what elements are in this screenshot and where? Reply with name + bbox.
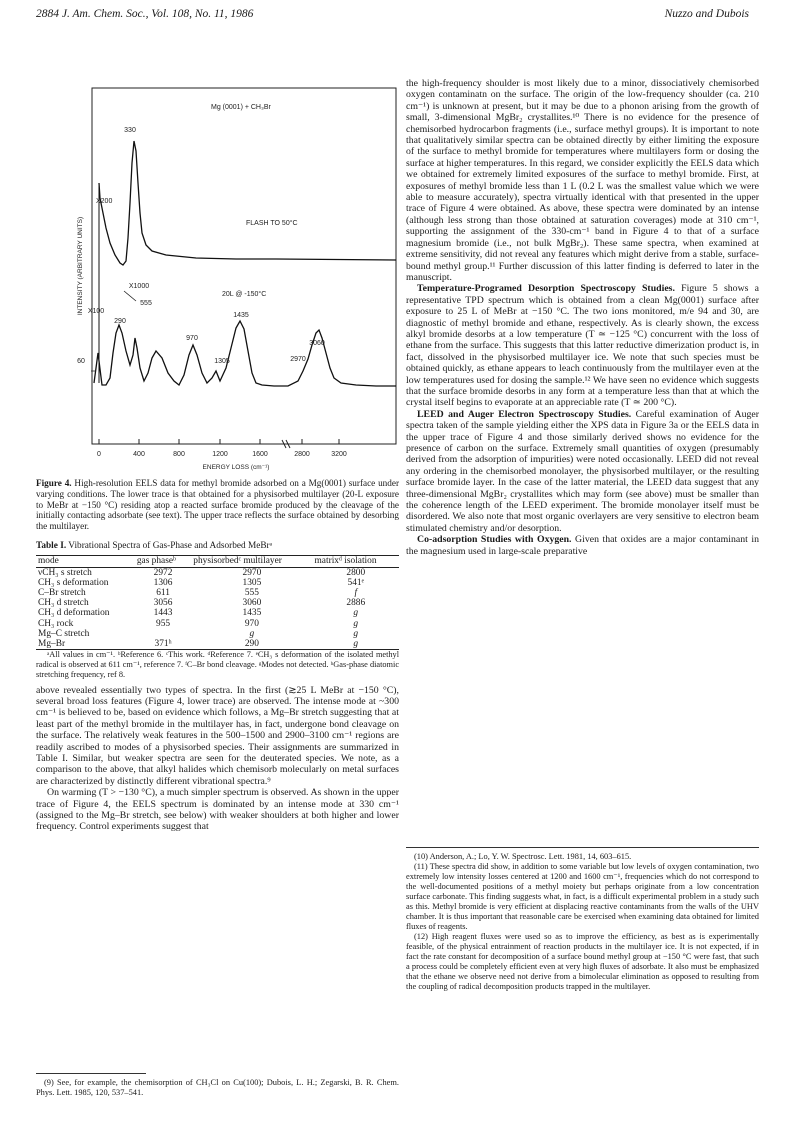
x-tick-label: 400 [133,451,145,458]
eels-spectrum-plot [36,33,399,478]
table-row: Mg–C stretch g g [38,628,359,639]
peak-label-1435: 1435 [233,312,249,319]
x-tick-label: 2800 [294,451,310,458]
paragraph: LEED and Auger Electron Spectroscopy Studies. Careful examination of Auger spectra taken of the sample yielding either the XPS data in Figure 3a or the EELS data in the upper trace of Figure 4 and those similarly derived shows no evidence for the presence of carbon on the surface. Extremely small quantities of oxygen (presumably derived from the adsorption of impurities) were noted occasionally. LEED did not reveal any ordering in the chemisorbed monolayer, the physisorbed multilayer, or the resulting surface bromide layer. In the case of the latter material, the LEED data suggest that any three-dimensional MgBr₂ crystallites which may form (see above) must be smaller than the coherence length of the LEED experiment. The bromide monolayer itself must be disordered. We also note that most organic overlayers are very sensitive to electron beam stimulated chemistry and/or desorption. [406,408,759,534]
lower-multiplier-1000: X1000 [128,283,150,290]
section-heading: LEED and Auger Electron Spectroscopy Studies. [417,408,632,420]
peak-label-60: 60 [77,358,85,365]
footnote-11: (11) These spectra did show, in addition to some variable but low levels of oxygen contamination, two extremely low intensity losses centered at 1200 and 1600 cm⁻¹, frequencies which do not correspond to the well-documented positions of a methyl moiety but perhaps originate from a low concentration surface carbonate. This finding suggests what, in fact, is a difficult experimental problem in a study such as this. Methyl bromide is very efficient at displacing reactive contaminants from the walls of the UHV chamber. It is thus important that reasonable care be exercised when examining data obtained for limited fluxes of reagents. [406,862,759,931]
figure-title: Mg (0001) + CH₃Br [211,104,271,111]
table-footnotes: ᵃAll values in cm⁻¹. ᵇReference 6. ᶜThis work. ᵈReference 7. ᵉCH₃ s deformation of the isolated methyl radical is observed at 611 cm⁻¹, reference 7. ᶠC–Br bond cleavage. ᵍModes not detected. ʰGas-phase diatomic stretching frequency, ref 8. [36,650,399,679]
footnote-9: (9) See, for example, the chemisorption of CH₃Cl on Cu(100); Dubois, L. H.; Zegarski, B. R. Chem. Phys. Lett. 1985, 120, 537–541. [36,1078,399,1097]
table-row: Mg–Br 371ʰ 290 g [36,639,399,650]
col-header: matrixᵈ isolation [313,556,399,567]
header-authors: Nuzzo and Dubois [664,8,749,20]
lower-multiplier-100: X100 [87,308,105,315]
right-footnotes [406,852,759,992]
peak-label-970: 970 [186,335,198,342]
x-tick-label: 0 [97,451,101,458]
x-tick-label: 3200 [331,451,347,458]
section-heading: Co-adsorption Studies with Oxygen. [417,534,572,546]
plot-frame [92,88,396,444]
table-row: νCH₃ s stretch 2972 2970 2800 [38,567,366,578]
peak-label-2970: 2970 [290,356,306,363]
right-column [406,78,759,557]
x-ticks [99,439,339,444]
peak-label-3060: 3060 [309,340,325,347]
peak-label-330: 330 [124,127,136,134]
paragraph: above revealed essentially two types of spectra. In the first (≳25 L MeBr at −150 °C), several broad loss features (Figure 4, lower trace) are observed. The intense mode at ~300 cm⁻¹ is believed to be, based on evidence which follows, a Mg–Br stretch suggesting that at least part of the methyl bromide in the multilayer has, in fact, undergone bond cleavage on the surface. The relatively weak features in the 500–1500 and 2900–3100 cm⁻¹ regions are readily ascribed to modes of a physisorbed species. Their assignments are summarized in Table I. Similar, but weaker spectra are seen for the deuterated species. We note, as a comparison to the above, that alkyl halides which chemisorb molecularly on metal surfaces are characterized by distinctly different vibrational spectra.⁹ [36,684,399,787]
table-row: CH₃ s deformation 1306 1305 541ᵉ [38,577,364,588]
peak-label-555: 555 [140,300,152,307]
upper-multiplier: X200 [96,198,113,205]
col-header: mode [36,556,135,567]
x-tick-label: 1200 [212,451,228,458]
table-row: CH₃ rock 955 970 g [38,618,359,629]
header-journal: 2884 J. Am. Chem. Soc., Vol. 108, No. 11, 1986 [36,8,254,20]
lower-trace [94,321,396,386]
section-heading: Temperature-Programed Desorption Spectroscopy Studies. [417,283,675,295]
footnote-10: (10) Anderson, A.; Lo, Y. W. Spectrosc. Lett. 1981, 14, 603–615. [414,852,632,861]
x-tick-label: 800 [173,451,185,458]
left-body-text [36,685,399,833]
upper-trace [99,141,396,265]
running-header [36,8,749,24]
paragraph: the high-frequency shoulder is most likely due to a minor, dissociatively chemisorbed oxygen contaminatn on the surface. The origin of the low-frequency shoulder (ca. 210 cm⁻¹) is unknown at present, but it may be due to a phonon arising from the growth of small, 3-dimensional MgBr₂ crystallites.¹⁰ There is no evidence for the presence of chemisorbed hydrocarbon fragments (i.e., surface methyl groups). It is important to note that qualitatively similar spectra can be obtained directly by either limiting the exposure of the surface to methyl bromide for temperatures where multilayers form or dosing the surface at higher temperatures. In this regard, we consider explicitly the EELS data which we obtained for extremely limited exposures of the surface to methyl bromide. First, at exposures of methyl bromide less than 1 L (0.2 L was the smallest value which we were able to measure accurately), spectra virtually identical with that presented in the upper trace of Figure 4 were obtained. As above, these spectra were dominated by an intense (although less strong than those obtained at saturation coverages) mode at 310 cm⁻¹, supporting the assignment of the 330-cm⁻¹ band in Figure 4 to that of a surface magnesium bromide (i.e., not bulk MgBr₂). These same spectra, when examined at extreme sensitivity, did not reveal any features which might derive from a stable, surface-bound methyl group.¹¹ Further discussion of this latter finding is deferred to later in the manuscript. [406,78,759,283]
upper-trace-label: FLASH TO 50°C [246,220,298,227]
table-row: CH₃ d stretch 3056 3060 2886 [38,598,366,609]
table-row: CH₃ d deformation 1443 1435 g [38,608,359,619]
paragraph: Co-adsorption Studies with Oxygen. Given that oxides are a major contaminant in the magnesium used in large-scale preparative [406,534,759,557]
peak-label-1305: 1305 [214,358,230,365]
footnote-rule [406,847,759,848]
table-row: C–Br stretch 611 555 f [38,588,358,598]
x-tick-label: 1600 [252,451,268,458]
vibrational-spectra-table [36,555,399,650]
figure-4 [36,33,399,478]
lower-trace-label: 20L @ -150°C [222,291,267,298]
col-header: physisorbedᶜ multilayer [191,556,312,567]
peak-label-290: 290 [114,318,126,325]
table-title: Table I. Vibrational Spectra of Gas-Phase and Adsorbed MeBrᵃ [36,540,273,551]
paragraph: Temperature-Programed Desorption Spectroscopy Studies. Figure 5 shows a representative TPD spectrum which is obtained from a clean Mg(0001) surface after exposure to 25 L of MeBr at −150 °C. The two ions monitored, m/e 94 and 30, are diagnostic of methyl bromide and ethane, respectively. As is clearly shown, the excess alkyl bromide desorbs at a low temperature (T ≃ −125 °C) concurrent with the loss of ethane from the surface. This suggests that this latter reductive dimerization product is, in fact, dissolved in the physisorbed multilayer ice. We note that such species must be obtained quickly, as ethane appears to leach continuously from the multilayer even at the low temperatures used for dosing the sample.¹² We have seen no evidence which suggests that the surface bromide desorbs in any form at a temperature less than that at which the crystal itself begins to evaporate at an appreciable rate (T ≃ 200 °C). [406,283,759,409]
footnote-12: (12) High reagent fluxes were used so as to improve the efficiency, as best as is experimentally feasible, of the physical entrainment of reaction products in the multilayer ice. It is not expected, if in fact the rate constant for decomposition of a surface bound methyl group at −150 °C were fast, that such a process could be completely efficient even at very high fluxes of adsorbate. It also must be emphasized that the ethane we observe need not derive from a bimolecular elimination as opposed to resulting from the coupling of radical decomposition products trapped in the multilayer. [406,932,759,991]
left-column [36,33,399,833]
left-footnotes [36,1078,399,1098]
x-axis-label: ENERGY LOSS (cm⁻¹) [202,464,270,471]
figure-caption: Figure 4. High-resolution EELS data for methyl bromide adsorbed on a Mg(0001) surface under varying conditions. The lower trace is that obtained for a physisorbed multilayer (20-L exposure to MeBr at −150 °C) residing atop a reacted surface bromide produced by the cleavage of the initially contacting adsorbate (see text). The upper trace reflects the surface obtained by desorbing the multilayer. [36,478,400,532]
col-header: gas phaseᵇ [135,556,191,567]
footnote-rule [36,1073,146,1074]
paragraph: On warming (T > −130 °C), a much simpler spectrum is observed. As shown in the upper trace of Figure 4, the EELS spectrum is dominated by an intense mode at 330 cm⁻¹ (assigned to the Mg–Br stretch, see below) with weaker shoulders at both higher and lower frequency. Control experiments suggest that [36,787,399,833]
y-axis-label: INTENSITY (ARBITRARY UNITS) [77,216,84,316]
